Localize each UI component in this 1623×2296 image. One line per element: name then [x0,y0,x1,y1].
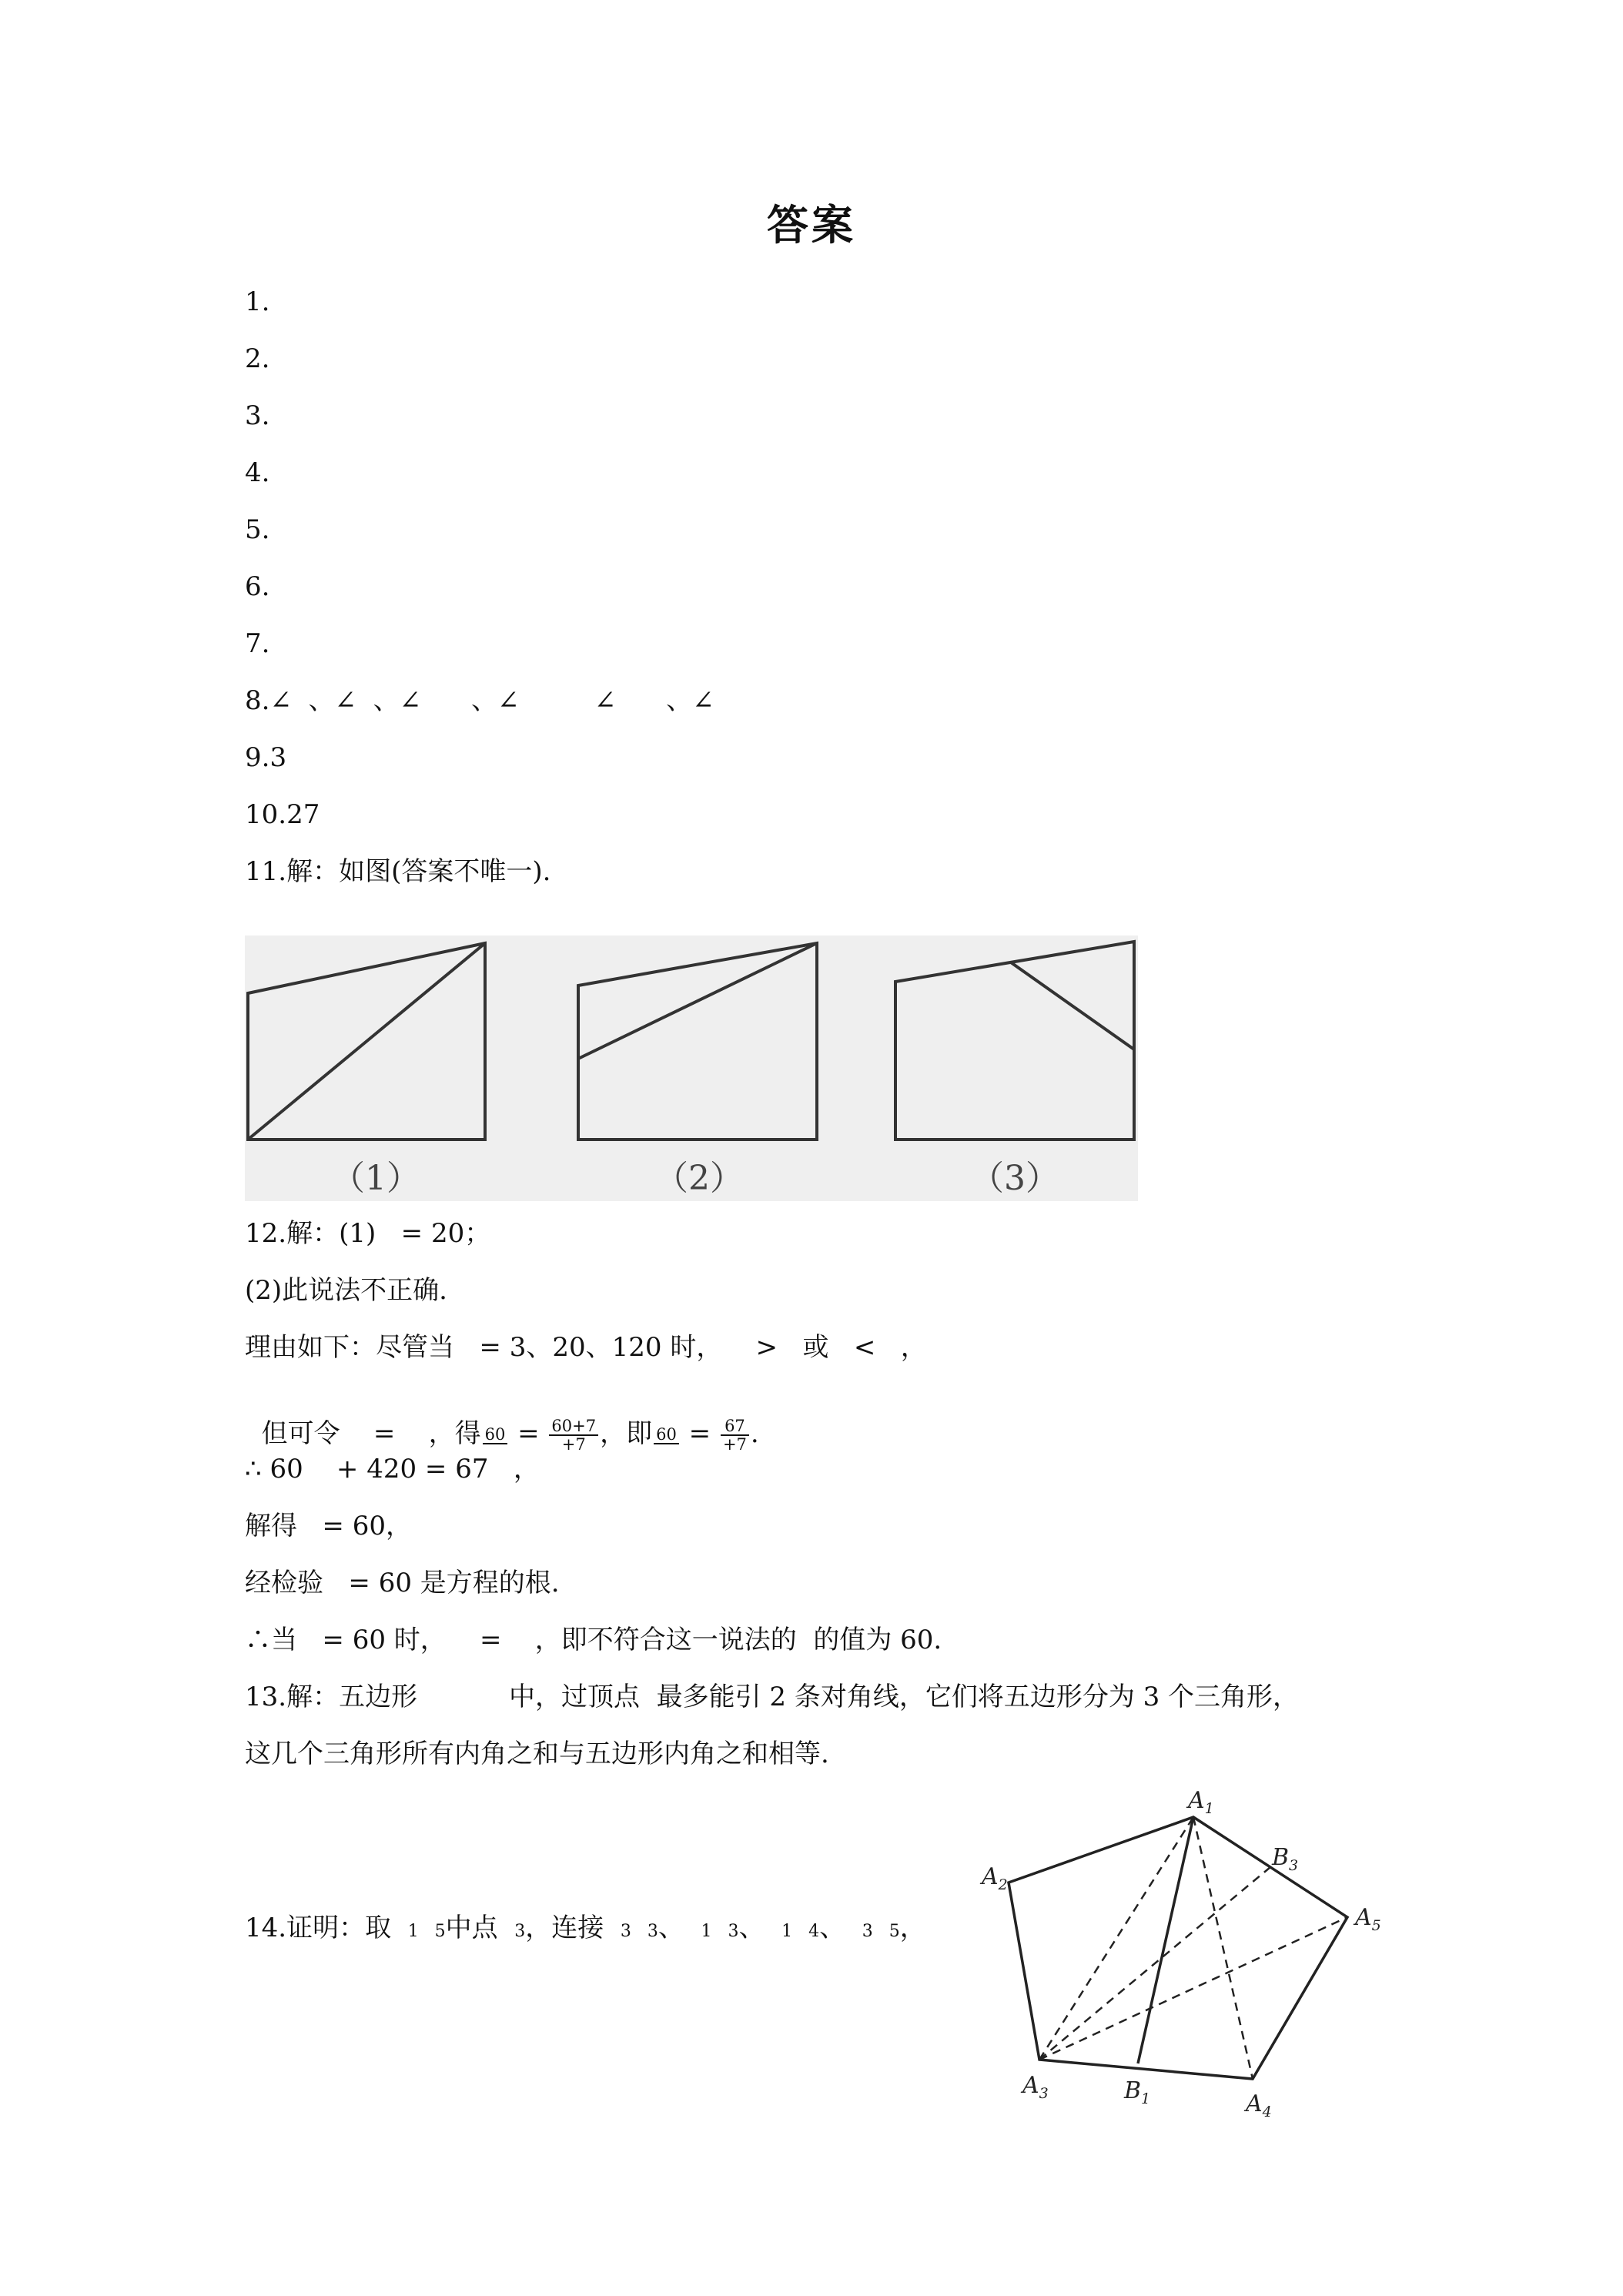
line22-subscript: 1 4 [781,1922,820,1941]
line22-text: 、 [738,1913,782,1943]
vertex-label-a1: $A_1$ [1188,1787,1214,1817]
fraction-2-numerator: 60+7 [549,1417,598,1436]
line22-text: ，连接 [525,1913,621,1943]
dashed-a3-b3 [1039,1867,1270,2060]
figure-11-label-3: （3） [970,1159,1059,1198]
answer-line-1: 1. [245,286,270,317]
figure-11-label-2: （2） [654,1159,744,1198]
vertex-label-a5: $A_5$ [1355,1904,1381,1934]
fraction-2 [549,1417,598,1453]
vertex-label-a3: $A_3$ [1022,2072,1049,2102]
answer-line-4: 4. [245,457,270,488]
answer-line-14: 理由如下：尽管当 = 3、20、120 时， > 或 < ， [245,1332,927,1363]
fraction-4-numerator: 67 [721,1417,749,1436]
fraction-4-denominator: +7 [722,1434,747,1454]
figure-11 [245,935,1138,1201]
answer-line-18: 经检验 = 60 是方程的根. [245,1568,560,1598]
line22-subscript: 3 [514,1922,526,1941]
vertex-label-b3: $B_3$ [1272,1844,1299,1874]
line22-subscript: 1 5 [407,1922,446,1941]
answer-line-2: 2. [245,343,270,374]
answer-line-16: ∴ 60 + 420 = 67 ， [245,1454,540,1484]
figure-11-label-1: （1） [331,1159,420,1198]
fraction-1 [483,1426,508,1444]
answer-line-6: 6. [245,571,270,602]
dashed-a3-a1 [1039,1817,1193,2060]
line22-text: 中点 [445,1913,515,1943]
pentagon-outline [1009,1817,1347,2079]
fraction-2-denominator: +7 [561,1434,586,1454]
fraction-3 [654,1426,679,1444]
answer-line-5: 5. [245,514,270,545]
answer-line-11: 11.解：如图(答案不唯一). [245,856,551,887]
dashed-a3-a5 [1039,1917,1347,2060]
line22-text: ， [899,1913,926,1943]
answer-line-17: 解得 = 60， [245,1511,412,1541]
line22-subscript: 3 5 [862,1922,900,1941]
dashed-a1-a4 [1193,1817,1253,2079]
answer-line-15 [245,1386,759,1453]
vertex-label-b1: $B_1$ [1124,2077,1151,2107]
equals-sign: = [680,1417,719,1449]
vertex-label-a4: $A_4$ [1246,2090,1272,2120]
equals-sign: = [509,1417,548,1449]
line22-text: 、 [658,1913,701,1943]
answer-line-9: 9.3 [245,742,287,773]
answer-line-10: 10.27 [245,799,320,830]
vertex-label-a2: $A_2$ [982,1863,1008,1893]
answer-line-13: (2)此说法不正确. [245,1275,447,1306]
line15-end: . [750,1417,759,1449]
line22-subscript: 3 3 [620,1922,658,1941]
answer-line-12: 12.解：(1) = 20； [245,1218,491,1249]
answer-line-8: 8.∠ 、∠ 、∠ 、∠ ∠ 、∠ [245,685,714,716]
line22-text: 、 [819,1913,862,1943]
fraction-4 [721,1417,749,1453]
answer-line-19: ∴当 = 60 时， = ，即不符合这一说法的 的值为 60. [245,1625,942,1655]
answer-line-21: 这几个三角形所有内角之和与五边形内角之和相等. [245,1739,829,1769]
answer-line-20: 13.解：五边形 中，过顶点 最多能引 2 条对角线，它们将五边形分为 3 个三角形， [245,1682,1300,1712]
line15-text: ，即 [600,1417,653,1449]
answer-line-7: 7. [245,628,270,659]
fraction-3-numerator: 60 [654,1426,679,1444]
figure-14-pentagon [970,1779,1401,2120]
answer-line-3: 3. [245,400,270,431]
fraction-1-numerator: 60 [483,1426,508,1444]
line22-subscript: 1 3 [701,1922,739,1941]
segment-a1-b1 [1138,1817,1193,2063]
page-title: 答案 [767,201,856,249]
line22-text: 14.证明：取 [245,1913,408,1943]
line15-text: 但可令 = ，得 [261,1417,481,1449]
answer-line-22 [245,1913,926,1944]
